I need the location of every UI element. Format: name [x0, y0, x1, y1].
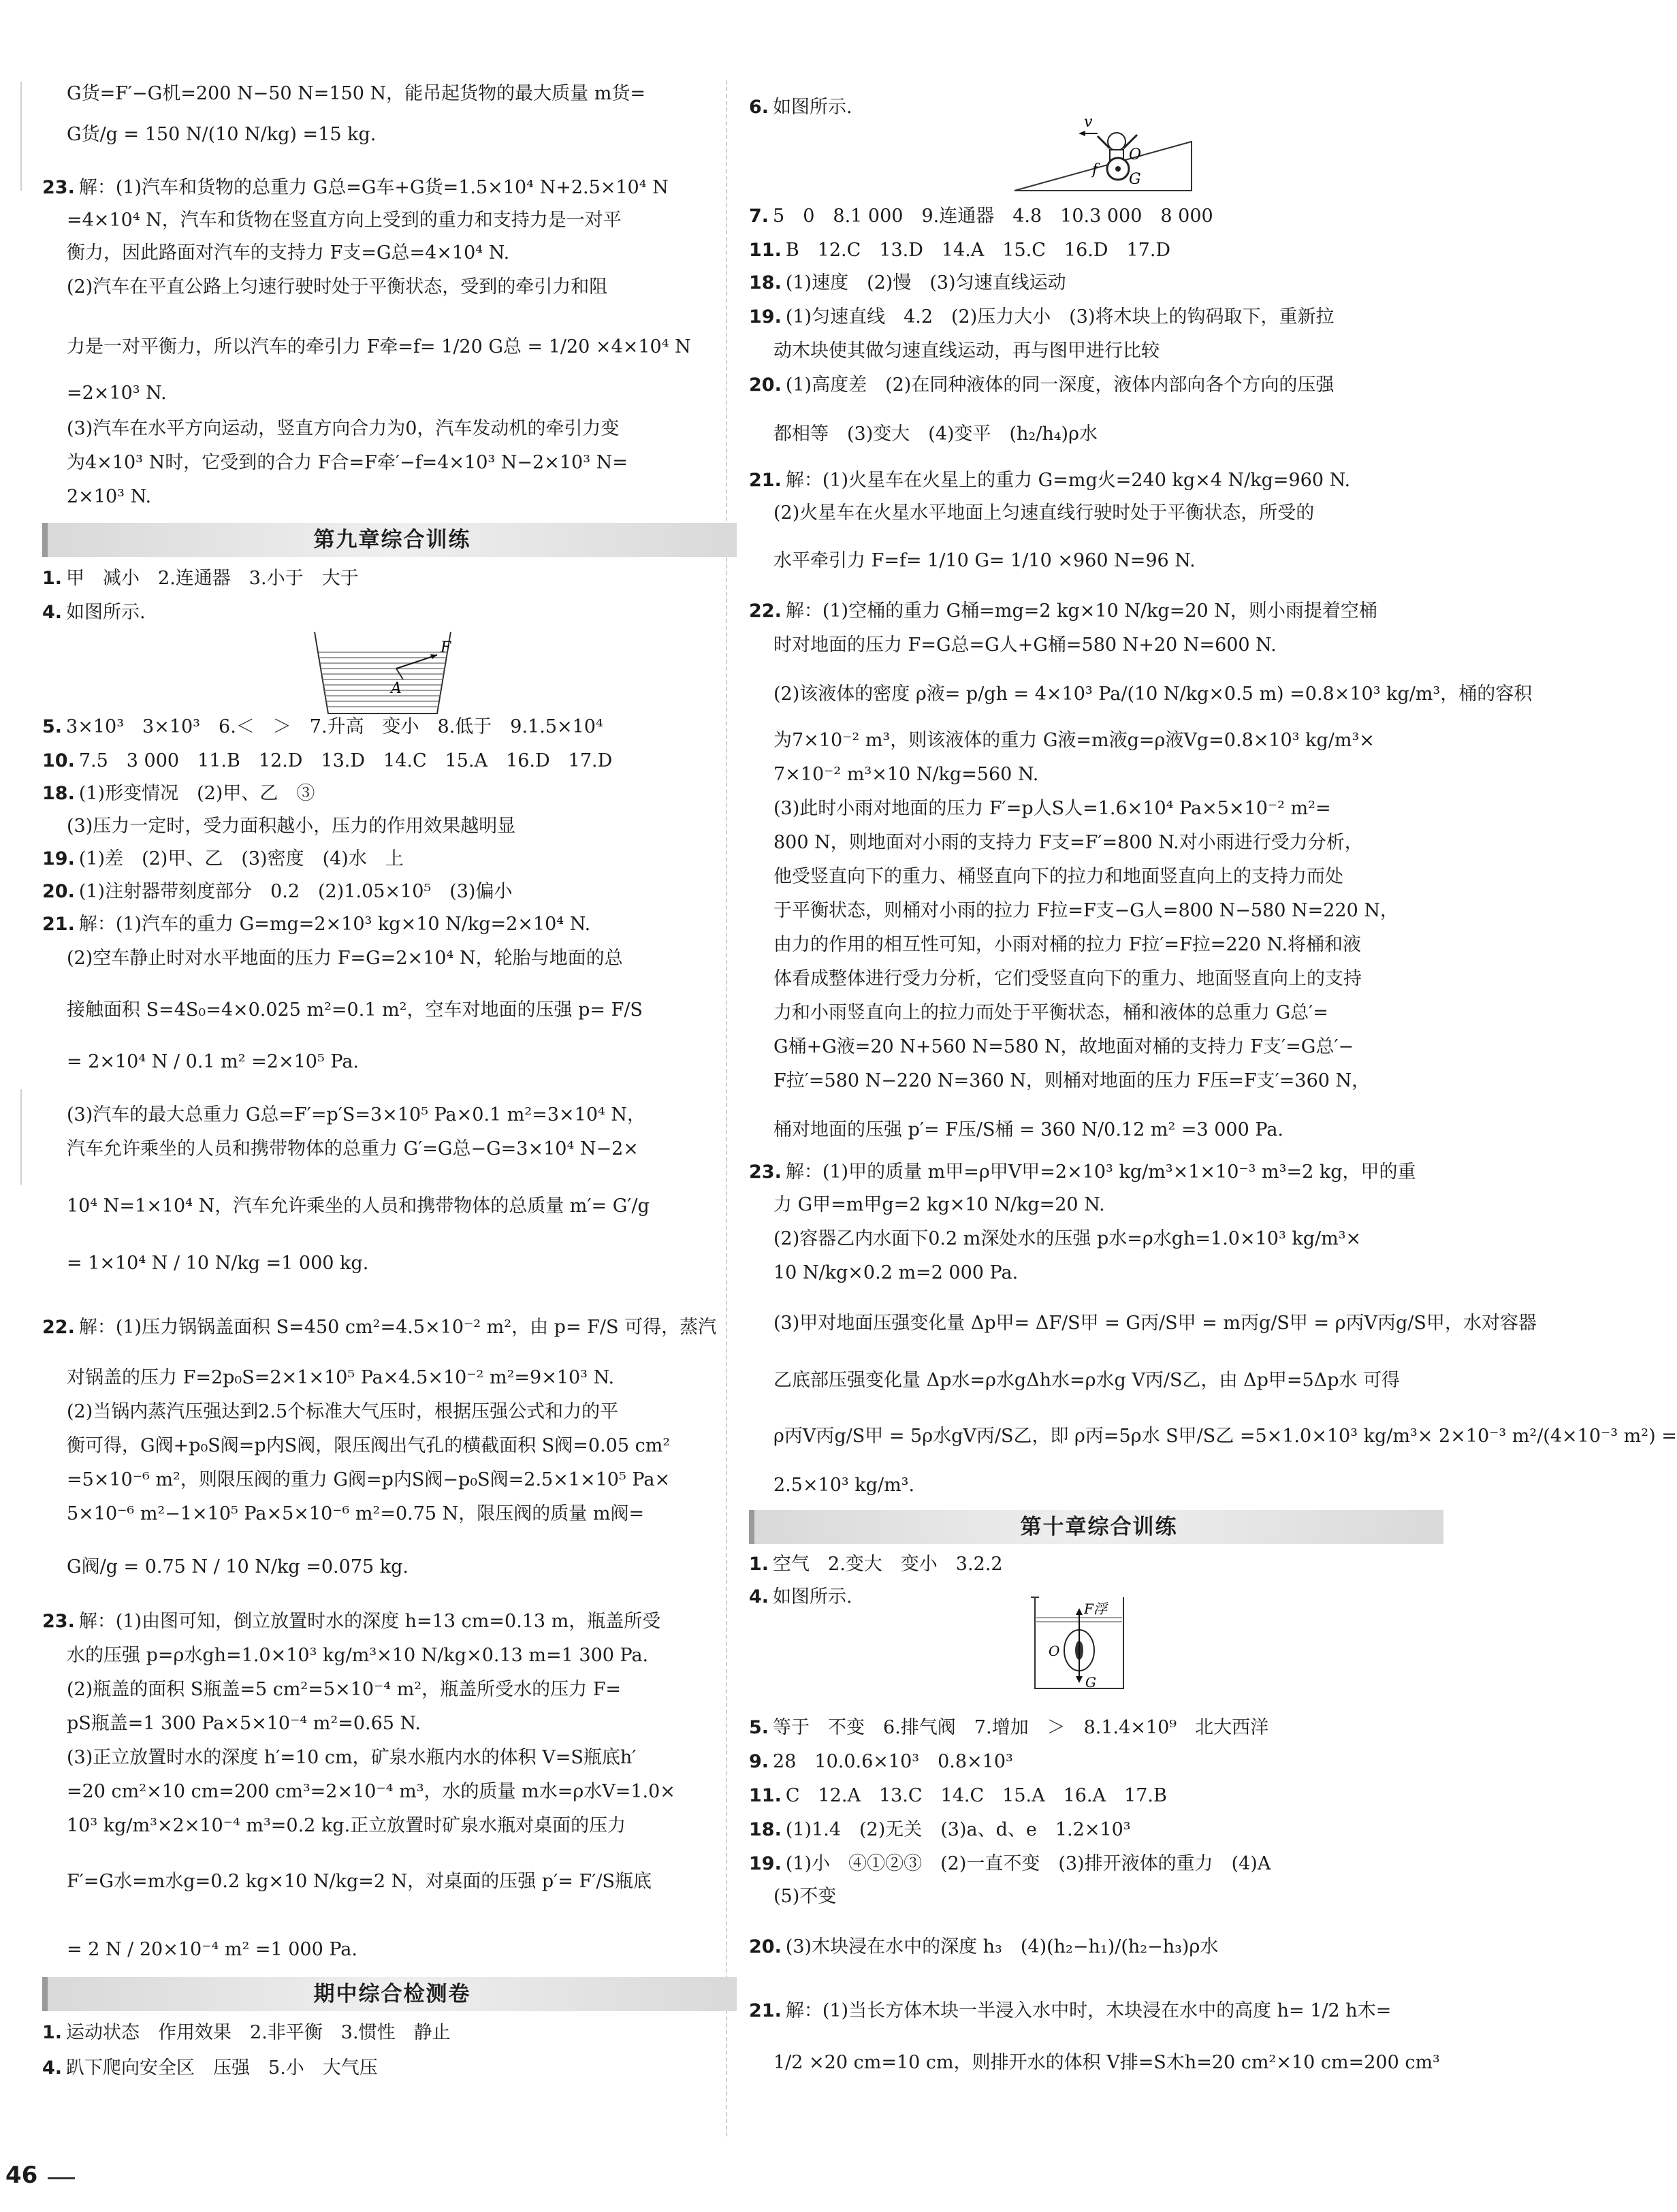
- figure-label: v: [1084, 114, 1093, 131]
- answer-line: 9. 28 10.0.6×10³ 0.8×10³: [749, 1751, 1013, 1772]
- answer-line: (3)汽车在水平方向运动，竖直方向合力为0，汽车发动机的牵引力变: [67, 418, 620, 439]
- question-number: 19.: [749, 1853, 782, 1874]
- question-number: 22.: [42, 1317, 75, 1338]
- answer-line: ρ丙V丙g/S甲 = 5ρ水gV丙/S乙，即 ρ丙=5ρ水 S甲/S乙 =5×1.0×10³ kg/m³× 2×10⁻³ m²/(4×10⁻³ m²) =: [773, 1426, 1677, 1447]
- answer-line: 于平衡状态，则桶对小雨的拉力 F拉=F支−G人=800 N−580 N=220 N，: [773, 900, 1399, 921]
- question-number: 5.: [42, 716, 63, 737]
- answer-line: 5. 等于 不变 6.排气阀 7.增加 ＞ 8.1.4×10⁹ 北大西洋: [749, 1717, 1269, 1738]
- question-number: 9.: [749, 1751, 769, 1772]
- question-number: 23.: [42, 177, 75, 198]
- question-number: 18.: [749, 272, 782, 293]
- answer-line: (2)汽车在平直公路上匀速行驶时处于平衡状态，受到的牵引力和阻: [67, 276, 608, 298]
- question-number: 10.: [42, 750, 75, 771]
- page-number-rule: [48, 2177, 75, 2179]
- answer-line: 800 N，则地面对小雨的支持力 F支=F′=800 N.对小雨进行受力分析，: [773, 832, 1363, 853]
- answer-line: 7×10⁻² m³×10 N/kg=560 N.: [773, 764, 1039, 785]
- answer-line: 为4×10³ N时，它受到的合力 F合=F牵′−f=4×10³ N−2×10³ N=: [67, 452, 628, 473]
- answer-line: (2)空车静止时对水平地面的压力 F=G=2×10⁴ N，轮胎与地面的总: [67, 948, 623, 969]
- answer-line: 衡可得，G阀+p₀S阀=p内S阀，限压阀出气孔的横截面积 S阀=0.05 cm²: [67, 1435, 671, 1456]
- figure-label: A: [391, 680, 402, 697]
- question-number: 18.: [749, 1819, 782, 1840]
- question-number: 1.: [42, 2022, 63, 2043]
- answer-line: 时对地面的压力 F=G总=G人+G桶=580 N+20 N=600 N.: [773, 635, 1277, 656]
- answer-line: G货=F′−G机=200 N−50 N=150 N，能吊起货物的最大质量 m货=: [67, 83, 645, 104]
- answer-line: 20. (3)木块浸在水中的深度 h₃ (4)(h₂−h₁)/(h₂−h₃)ρ水: [749, 1936, 1219, 1957]
- answer-line: 18. (1)1.4 (2)无关 (3)a、d、e 1.2×10³: [749, 1819, 1131, 1840]
- answer-line: 7. 5 0 8.1 000 9.连通器 4.8 10.3 000 8 000: [749, 206, 1213, 227]
- question-number: 4.: [42, 2057, 63, 2079]
- answer-line: 由力的作用的相互性可知，小雨对桶的拉力 F拉′=F拉=220 N.将桶和液: [773, 934, 1362, 955]
- question-number: 22.: [749, 600, 782, 622]
- answer-line: (2)该液体的密度 ρ液= p/gh = 4×10³ Pa/(10 N/kg×0.5 m) =0.8×10³ kg/m³，桶的容积: [773, 684, 1533, 705]
- answer-line: (3)甲对地面压强变化量 Δp甲= ΔF/S甲 = G丙/S甲 = m丙g/S甲 = ρ丙V丙g/S甲，水对容器: [773, 1313, 1537, 1334]
- question-number: 19.: [42, 848, 75, 869]
- answer-line: 6. 如图所示.: [749, 97, 852, 118]
- answer-line: 20. (1)高度差 (2)在同种液体的同一深度，液体内部向各个方向的压强: [749, 374, 1335, 396]
- figure-label: f: [1092, 161, 1098, 178]
- question-number: 1.: [42, 568, 63, 589]
- question-number: 4.: [749, 1586, 769, 1607]
- question-number: 6.: [749, 97, 769, 118]
- answer-line: (3)正立放置时水的深度 h′=10 cm，矿泉水瓶内水的体积 V=S瓶底h′: [67, 1747, 637, 1768]
- answer-line: 21. 解：(1)汽车的重力 G=mg=2×10³ kg×10 N/kg=2×10⁴ N.: [42, 914, 591, 935]
- section-title: 第十章综合训练: [1020, 1515, 1178, 1539]
- figure-label: F浮: [1084, 1601, 1107, 1617]
- answer-line: 桶对地面的压强 p′= F压/S桶 = 360 N/0.12 m² =3 000 Pa.: [773, 1119, 1283, 1140]
- answer-line: 11. B 12.C 13.D 14.A 15.C 16.D 17.D: [749, 240, 1171, 261]
- answer-line: 体看成整体进行受力分析，它们受竖直向下的重力、地面竖直向上的支持: [773, 968, 1362, 989]
- answer-line: 11. C 12.A 13.C 14.C 15.A 16.A 17.B: [749, 1785, 1167, 1806]
- answer-line: 19. (1)小 ④①②③ (2)一直不变 (3)排开液体的重力 (4)A: [749, 1853, 1271, 1874]
- answer-line: 1. 空气 2.变大 变小 3.2.2: [749, 1554, 1003, 1575]
- answer-line: 接触面积 S=4S₀=4×0.025 m²=0.1 m²，空车对地面的压强 p= F/S: [67, 999, 643, 1021]
- answer-line: 4. 趴下爬向安全区 压强 5.小 大气压: [42, 2057, 378, 2079]
- answer-line: 力是一对平衡力，所以汽车的牵引力 F牵=f= 1/20 G总 = 1/20 ×4×10⁴ N: [67, 336, 691, 357]
- question-number: 7.: [749, 206, 769, 227]
- binding-edge-mark: [20, 82, 22, 191]
- answer-line: G桶+G液=20 N+560 N=580 N，故地面对桶的支持力 F支′=G总′−: [773, 1036, 1354, 1057]
- answer-line: (3)汽车的最大总重力 G总=F′=p′S=3×10⁵ Pa×0.1 m²=3×10⁴ N，: [67, 1104, 646, 1125]
- answer-line: 衡力，因此路面对汽车的支持力 F支=G总=4×10⁴ N.: [67, 242, 510, 263]
- answer-line: (2)火星车在火星水平地面上匀速直线行驶时处于平衡状态，所受的: [773, 502, 1315, 524]
- figure-label: G: [1129, 171, 1141, 188]
- figure-label: O: [1049, 1643, 1060, 1659]
- answer-line: 4. 如图所示.: [749, 1586, 852, 1607]
- answer-line: 1. 甲 减小 2.连通器 3.小于 大于: [42, 568, 359, 589]
- answer-line: pS瓶盖=1 300 Pa×5×10⁻⁴ m²=0.65 N.: [67, 1713, 421, 1734]
- section-banner: [42, 523, 737, 557]
- question-number: 21.: [42, 914, 75, 935]
- answer-line: 对锅盖的压力 F=2p₀S=2×1×10⁵ Pa×4.5×10⁻² m²=9×10³ N.: [67, 1367, 615, 1388]
- answer-line: =5×10⁻⁶ m²，则限压阀的重力 G阀=p内S阀−p₀S阀=2.5×1×10⁵ Pa×: [67, 1469, 671, 1490]
- question-number: 21.: [749, 470, 782, 491]
- question-number: 4.: [42, 602, 63, 623]
- question-number: 11.: [749, 1785, 782, 1806]
- question-number: 20.: [749, 1936, 782, 1957]
- answer-line: =4×10⁴ N，汽车和货物在竖直方向上受到的重力和支持力是一对平: [67, 210, 622, 231]
- answer-line: 21. 解：(1)当长方体木块一半浸入水中时，木块浸在水中的高度 h= 1/2 h木=: [749, 2000, 1392, 2021]
- answer-line: 他受竖直向下的重力、桶竖直向下的拉力和地面竖直向上的支持力而处: [773, 866, 1343, 887]
- page-number: 46: [5, 2162, 38, 2189]
- answer-line: 力 G甲=m甲g=2 kg×10 N/kg=20 N.: [773, 1194, 1105, 1215]
- ch10-beaker-figure: [1021, 1593, 1185, 1695]
- answer-line: 2×10³ N.: [67, 486, 152, 507]
- question-number: 19.: [749, 306, 782, 327]
- answer-line: 22. 解：(1)空桶的重力 G桶=mg=2 kg×10 N/kg=20 N，则小雨提着空桶: [749, 600, 1377, 622]
- answer-line: 19. (1)差 (2)甲、乙 (3)密度 (4)水 上: [42, 848, 404, 869]
- answer-line: = 1×10⁴ N / 10 N/kg =1 000 kg.: [67, 1253, 369, 1274]
- figure-label: F: [441, 639, 451, 656]
- answer-line: (2)当锅内蒸汽压强达到2.5个标准大气压时，根据压强公式和力的平: [67, 1401, 619, 1422]
- answer-line: 23. 解：(1)汽车和货物的总重力 G总=G车+G货=1.5×10⁴ N+2.5×10⁴ N: [42, 177, 669, 198]
- answer-line: =2×10³ N.: [67, 383, 167, 404]
- answer-line: 为7×10⁻² m³，则该液体的重力 G液=m液g=ρ液Vg=0.8×10³ kg/m³×: [773, 730, 1375, 751]
- section-banner: [42, 1977, 737, 2011]
- answer-line: = 2 N / 20×10⁻⁴ m² =1 000 Pa.: [67, 1939, 357, 1960]
- answer-line: 都相等 (3)变大 (4)变平 (h₂/h₄)ρ水: [773, 423, 1098, 445]
- answer-line: (5)不变: [773, 1886, 837, 1907]
- section-banner: [749, 1510, 1443, 1544]
- answer-line: 22. 解：(1)压力锅锅盖面积 S=450 cm²=4.5×10⁻² m²，由 p= F/S 可得，蒸汽: [42, 1317, 717, 1338]
- answer-line: 动木块使其做匀速直线运动，再与图甲进行比较: [773, 340, 1160, 362]
- answer-line: 10. 7.5 3 000 11.B 12.D 13.D 14.C 15.A 16.D 17.D: [42, 750, 613, 771]
- ch9-container-figure: [301, 625, 492, 720]
- question-number: 18.: [42, 783, 75, 804]
- answer-line: 水的压强 p=ρ水gh=1.0×10³ kg/m³×10 N/kg×0.13 m=1 300 Pa.: [67, 1645, 649, 1666]
- figure-label: G: [1085, 1674, 1096, 1690]
- answer-line: 23. 解：(1)甲的质量 m甲=ρ甲V甲=2×10³ kg/m³×1×10⁻³ m³=2 kg，甲的重: [749, 1161, 1416, 1183]
- question-number: 23.: [42, 1611, 75, 1632]
- answer-line: 18. (1)速度 (2)慢 (3)匀速直线运动: [749, 272, 1066, 293]
- answer-line: G阀/g = 0.75 N / 10 N/kg =0.075 kg.: [67, 1556, 409, 1577]
- answer-line: (3)此时小雨对地面的压力 F′=p人S人=1.6×10⁴ Pa×5×10⁻² m²=: [773, 798, 1331, 819]
- question-number: 11.: [749, 240, 782, 261]
- answer-line: (2)容器乙内水面下0.2 m深处水的压强 p水=ρ水gh=1.0×10³ kg/m³×: [773, 1228, 1362, 1249]
- section-title: 期中综合检测卷: [313, 1982, 471, 2006]
- answer-line: 10³ kg/m³×2×10⁻⁴ m³=0.2 kg.正立放置时矿泉水瓶对桌面的压力: [67, 1815, 626, 1836]
- answer-line: 10⁴ N=1×10⁴ N，汽车允许乘坐的人员和携带物体的总质量 m′= G′/g: [67, 1196, 650, 1217]
- answer-line: 21. 解：(1)火星车在火星上的重力 G=mg火=240 kg×4 N/kg=960 N.: [749, 470, 1351, 491]
- question-number: 23.: [749, 1161, 782, 1183]
- answer-line: =20 cm²×10 cm=200 cm³=2×10⁻⁴ m³，水的质量 m水=ρ水V=1.0×: [67, 1781, 675, 1802]
- answer-line: = 2×10⁴ N / 0.1 m² =2×10⁵ Pa.: [67, 1051, 360, 1072]
- answer-line: 5×10⁻⁶ m²−1×10⁵ Pa×5×10⁻⁶ m²=0.75 N，限压阀的质量 m阀=: [67, 1503, 645, 1524]
- question-number: 20.: [749, 374, 782, 396]
- binding-edge-mark: [20, 1089, 22, 1185]
- answer-line: 1. 运动状态 作用效果 2.非平衡 3.惯性 静止: [42, 2022, 451, 2043]
- answer-line: (3)压力一定时，受力面积越小，压力的作用效果越明显: [67, 816, 516, 837]
- answer-line: 23. 解：(1)由图可知，倒立放置时水的深度 h=13 cm=0.13 m，瓶盖所受: [42, 1611, 661, 1632]
- answer-line: 18. (1)形变情况 (2)甲、乙 ③: [42, 783, 315, 804]
- answer-line: 2.5×10³ kg/m³.: [773, 1475, 915, 1496]
- answer-line: 20. (1)注射器带刻度部分 0.2 (2)1.05×10⁵ (3)偏小: [42, 881, 513, 902]
- answer-line: G货/g = 150 N/(10 N/kg) =15 kg.: [67, 124, 377, 145]
- answer-line: F′=G水=m水g=0.2 kg×10 N/kg=2 N，对桌面的压强 p′= F′/S瓶底: [67, 1871, 652, 1892]
- answer-line: 10 N/kg×0.2 m=2 000 Pa.: [773, 1262, 1019, 1283]
- figure-label: O: [1129, 146, 1142, 163]
- answer-line: 19. (1)匀速直线 4.2 (2)压力大小 (3)将木块上的钩码取下，重新拉: [749, 306, 1335, 327]
- question-number: 1.: [749, 1554, 769, 1575]
- answer-line: 4. 如图所示.: [42, 602, 146, 623]
- answer-line: F拉′=580 N−220 N=360 N，则桶对地面的压力 F压=F支′=360 N，: [773, 1070, 1371, 1091]
- answer-line: (2)瓶盖的面积 S瓶盖=5 cm²=5×10⁻⁴ m²，瓶盖所受水的压力 F=: [67, 1679, 622, 1700]
- answer-line: 水平牵引力 F=f= 1/10 G= 1/10 ×960 N=96 N.: [773, 550, 1196, 571]
- question-number: 5.: [749, 1717, 769, 1738]
- answer-line: 汽车允许乘坐的人员和携带物体的总重力 G′=G总−G=3×10⁴ N−2×: [67, 1138, 639, 1159]
- answer-line: 乙底部压强变化量 Δp水=ρ水gΔh水=ρ水g V丙/S乙，由 Δp甲=5Δp水 可得: [773, 1370, 1401, 1391]
- cyclist-slope-figure: [1008, 101, 1198, 196]
- answer-line: 力和小雨竖直向上的拉力而处于平衡状态，桶和液体的总重力 G总′=: [773, 1002, 1328, 1023]
- answer-line: 1/2 ×20 cm=10 cm，则排开水的体积 V排=S木h=20 cm²×10 cm=200 cm³: [773, 2052, 1440, 2073]
- answer-line: 5. 3×10³ 3×10³ 6.＜ ＞ 7.升高 变小 8.低于 9.1.5×10⁴: [42, 716, 603, 737]
- section-title: 第九章综合训练: [313, 528, 471, 552]
- question-number: 21.: [749, 2000, 782, 2021]
- question-number: 20.: [42, 881, 75, 902]
